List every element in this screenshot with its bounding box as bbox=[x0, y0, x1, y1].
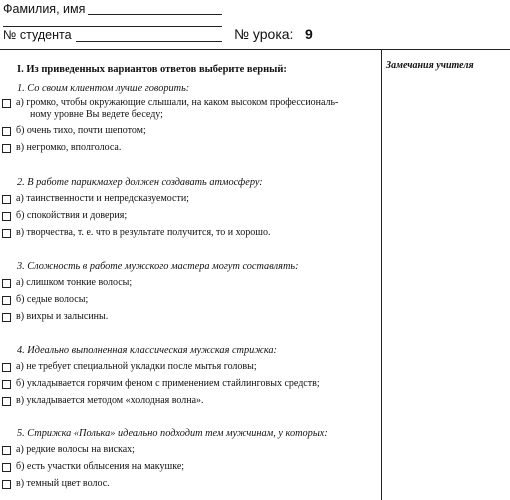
option-5b-text: б) есть участки облысения на макушке; bbox=[16, 461, 185, 472]
option-3a-text: а) слишком тонкие волосы; bbox=[16, 277, 133, 288]
lesson-number: 9 bbox=[305, 26, 313, 42]
checkbox-5a[interactable] bbox=[2, 446, 11, 455]
checkbox-4b[interactable] bbox=[2, 380, 11, 389]
option-1b-text: б) очень тихо, почти шепотом; bbox=[16, 125, 146, 136]
checkbox-4a[interactable] bbox=[2, 363, 11, 372]
question-1: 1. Со своим клиентом лучше говорить: bbox=[17, 83, 190, 94]
option-1a-text: а) громко, чтобы окружающие слышали, на каком высоком профессиональ- bbox=[16, 97, 339, 108]
option-3b-text: б) седые волосы; bbox=[16, 294, 89, 305]
lesson-number-label: № урока: bbox=[234, 26, 294, 42]
checkbox-2b[interactable] bbox=[2, 212, 11, 221]
checkbox-3b[interactable] bbox=[2, 296, 11, 305]
question-3: 3. Сложность в работе мужского мастера могут составлять: bbox=[17, 261, 299, 272]
checkbox-1a[interactable] bbox=[2, 99, 11, 108]
student-number-field[interactable] bbox=[76, 41, 222, 42]
checkbox-4c[interactable] bbox=[2, 397, 11, 406]
option-1a-text-cont: ному уровне Вы ведете беседу; bbox=[30, 109, 163, 120]
option-5a-text: а) редкие волосы на висках; bbox=[16, 444, 135, 455]
student-number-label: № студента bbox=[3, 28, 72, 42]
option-2b-text: б) спокойствия и доверия; bbox=[16, 210, 128, 221]
question-2: 2. В работе парикмахер должен создавать атмосферу: bbox=[17, 177, 263, 188]
teacher-notes-title: Замечания учителя bbox=[386, 60, 474, 71]
option-4c-text: в) укладывается методом «холодная волна». bbox=[16, 395, 204, 406]
checkbox-1b[interactable] bbox=[2, 127, 11, 136]
option-5c-text: в) темный цвет волос. bbox=[16, 478, 110, 489]
question-5: 5. Стрижка «Полька» идеально подходит тем мужчинам, у которых: bbox=[17, 428, 328, 439]
name-label: Фамилия, имя bbox=[3, 2, 86, 16]
option-2a-text: а) таинственности и непредсказуемости; bbox=[16, 193, 189, 204]
option-2c-text: в) творчества, т. е. что в результате получится, то и хорошо. bbox=[16, 227, 271, 238]
name-field[interactable] bbox=[88, 14, 222, 15]
checkbox-2a[interactable] bbox=[2, 195, 11, 204]
checkbox-5c[interactable] bbox=[2, 480, 11, 489]
option-4b-text: б) укладывается горячим феном с применением стайлинговых средств; bbox=[16, 378, 320, 389]
checkbox-5b[interactable] bbox=[2, 463, 11, 472]
option-3c-text: в) вихры и залысины. bbox=[16, 311, 109, 322]
checkbox-3a[interactable] bbox=[2, 279, 11, 288]
notes-column-divider bbox=[381, 50, 382, 500]
question-4: 4. Идеально выполненная классическая мужская стрижка: bbox=[17, 345, 277, 356]
name-field-line-2[interactable] bbox=[3, 26, 222, 27]
section-heading: I. Из приведенных вариантов ответов выберите верный: bbox=[17, 64, 287, 75]
checkbox-1c[interactable] bbox=[2, 144, 11, 153]
option-4a-text: а) не требует специальной укладки после мытья головы; bbox=[16, 361, 257, 372]
checkbox-2c[interactable] bbox=[2, 229, 11, 238]
option-1c-text: в) негромко, вполголоса. bbox=[16, 142, 122, 153]
header-divider bbox=[0, 49, 510, 50]
checkbox-3c[interactable] bbox=[2, 313, 11, 322]
